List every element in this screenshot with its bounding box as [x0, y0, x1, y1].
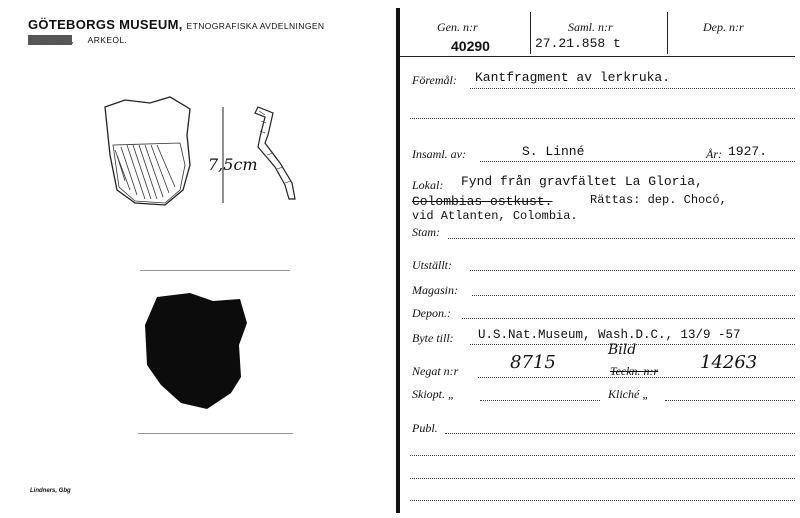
lokal-correction: Rättas: dep. Chocó,: [590, 193, 727, 207]
publ-line-3: [410, 478, 795, 479]
measurement-note: 7,5cm: [208, 155, 258, 174]
negat-line: [478, 377, 795, 378]
publ-line-4: [410, 500, 795, 501]
foremal-value: Kantfragment av lerkruka.: [475, 70, 671, 85]
sherd-photo: [135, 285, 265, 415]
sherd-drawing: [95, 95, 315, 225]
saml-nr-value: 27.21.858 t: [535, 36, 621, 51]
depon-label: Depon.:: [412, 306, 451, 320]
gen-nr-value: 40290: [451, 38, 490, 54]
byte-value: U.S.Nat.Museum, Wash.D.C., 13/9 -57: [478, 328, 741, 342]
kliche-line: [665, 400, 795, 401]
photo-top-rule: [140, 270, 290, 271]
utstallt-line: [470, 270, 795, 271]
foremal-label: Föremål:: [412, 73, 457, 87]
header-separator-2: [667, 12, 668, 54]
header-subtitle: ETNOGR., ARKEOL.: [29, 35, 128, 45]
gen-nr-label: Gen. n:r: [437, 20, 478, 34]
sherd-profile: [255, 107, 295, 199]
kliche-label: Kliché „: [608, 387, 649, 401]
header-separator-1: [530, 12, 531, 54]
skiopt-line: [480, 400, 600, 401]
magasin-label: Magasin:: [412, 283, 458, 297]
saml-nr-label: Saml. n:r: [568, 20, 613, 34]
museum-name: GÖTEBORGS MUSEUM,: [28, 17, 183, 32]
insaml-line: [480, 161, 795, 162]
skiopt-label: Skiopt. „: [412, 387, 455, 401]
stam-label: Stam:: [412, 225, 440, 239]
publ-line-1: [445, 433, 795, 434]
ar-label: År:: [706, 147, 722, 161]
byte-label: Byte till:: [412, 331, 454, 345]
photo-bottom-rule: [138, 433, 293, 434]
lokal-line1: Fynd från gravfältet La Gloria,: [461, 174, 703, 189]
struck-department: ETNOGR.: [29, 35, 71, 45]
lokal-line3: vid Atlanten, Colombia.: [412, 209, 578, 223]
ar-value: 1927.: [728, 144, 768, 159]
insaml-label: Insaml. av:: [412, 147, 466, 161]
stam-line: [448, 238, 795, 239]
depon-line: [462, 318, 795, 319]
utstallt-label: Utställt:: [412, 258, 453, 272]
lokal-label: Lokal:: [412, 178, 444, 192]
museum-header: [28, 17, 324, 32]
negat-value: 8715: [510, 352, 556, 373]
publ-line-2: [410, 455, 795, 456]
sherd-silhouette: [145, 293, 247, 409]
foremal-line: [470, 88, 795, 89]
lokal-struck-text: Colombias ostkust.: [412, 194, 553, 209]
printer-imprint: Lindners, Gbg: [30, 488, 71, 494]
department-name: ETNOGRAFISKA AVDELNINGEN: [186, 21, 325, 31]
insaml-value: S. Linné: [522, 144, 585, 159]
teckn-value: 14263: [700, 352, 758, 373]
publ-label: Publ.: [412, 421, 438, 435]
negat-label: Negat n:r: [412, 364, 459, 378]
foremal-line-2: [410, 118, 795, 119]
dep-nr-label: Dep. n:r: [703, 20, 744, 34]
teckn-label: Teckn. n:r: [610, 364, 659, 378]
card-divider: [396, 8, 400, 513]
magasin-line: [472, 295, 795, 296]
header-rule: [400, 56, 795, 57]
bild-note: Bild: [608, 342, 637, 358]
archaeology-label: ARKEOL.: [87, 35, 128, 45]
